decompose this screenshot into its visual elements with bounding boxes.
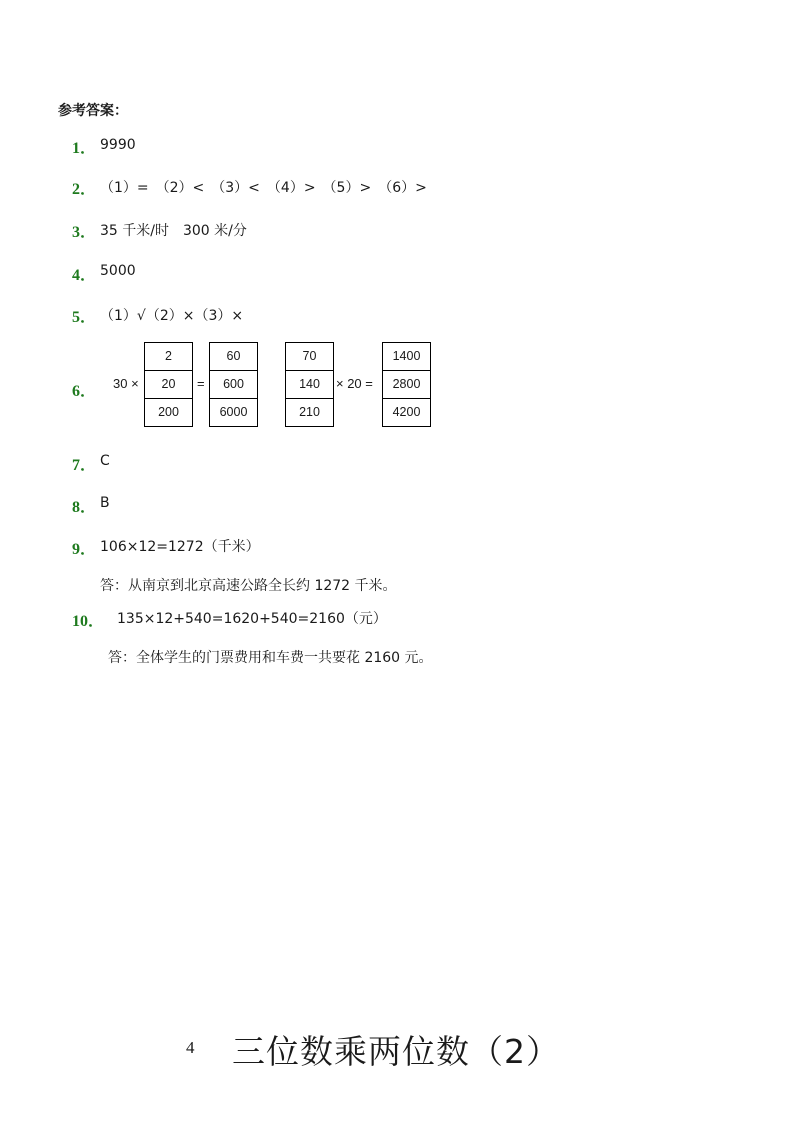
answer-5-text: （1）√（2）×（3）× <box>100 308 244 324</box>
right-multiplier: × 20 = <box>336 376 373 391</box>
stack-cell: 6000 <box>219 405 248 419</box>
answer-8-number: 8． <box>72 499 97 516</box>
stack-products-2 <box>382 342 431 427</box>
stack-cell: 600 <box>210 371 257 399</box>
stack-cell: 140 <box>286 371 333 399</box>
answer-3-text: 35 千米/时 300 米/分 <box>100 223 247 239</box>
stack-cell: 20 <box>145 371 192 399</box>
answer-4-text: 5000 <box>100 263 136 279</box>
stack-cell: 4200 <box>392 405 421 419</box>
answer-2-number: 2． <box>72 181 97 198</box>
answer-5-number: 5． <box>72 309 97 326</box>
answer-3-number: 3． <box>72 224 97 241</box>
stack-cell: 1400 <box>383 343 430 371</box>
answer-2-text: （1）= （2）< （3）< （4）> （5）> （6）> <box>100 180 427 196</box>
answer-9-number: 9． <box>72 541 97 558</box>
answer-10-text: 135×12+540=1620+540=2160（元） <box>117 611 387 627</box>
answer-1-number: 1． <box>72 140 97 157</box>
answer-6-number: 6． <box>72 383 97 400</box>
stack-factors-1 <box>144 342 193 427</box>
answer-4-number: 4． <box>72 267 97 284</box>
page-number: 4 <box>186 1038 195 1057</box>
answer-10-number: 10． <box>72 613 105 630</box>
answer-9-note: 答：从南京到北京高速公路全长约 1272 千米。 <box>100 578 397 594</box>
answer-7-text: C <box>100 453 110 469</box>
equals-sign: = <box>197 376 205 391</box>
answer-10-note: 答：全体学生的门票费用和车费一共要花 2160 元。 <box>108 650 433 666</box>
stack-cell: 70 <box>286 343 333 371</box>
stack-cell: 2800 <box>383 371 430 399</box>
left-multiplier: 30 × <box>113 376 139 391</box>
answer-8-text: B <box>100 495 110 511</box>
answer-9-text: 106×12=1272（千米） <box>100 539 260 555</box>
section-title: 三位数乘两位数（2） <box>232 1032 560 1071</box>
stack-factors-2 <box>285 342 334 427</box>
multiplication-diagram <box>0 342 793 432</box>
stack-cell: 210 <box>299 405 320 419</box>
stack-products-1 <box>209 342 258 427</box>
stack-cell: 60 <box>210 343 257 371</box>
answer-1-text: 9990 <box>100 137 136 153</box>
stack-cell: 200 <box>158 405 179 419</box>
answer-7-number: 7． <box>72 457 97 474</box>
stack-cell: 2 <box>145 343 192 371</box>
answers-heading: 参考答案： <box>58 103 128 119</box>
